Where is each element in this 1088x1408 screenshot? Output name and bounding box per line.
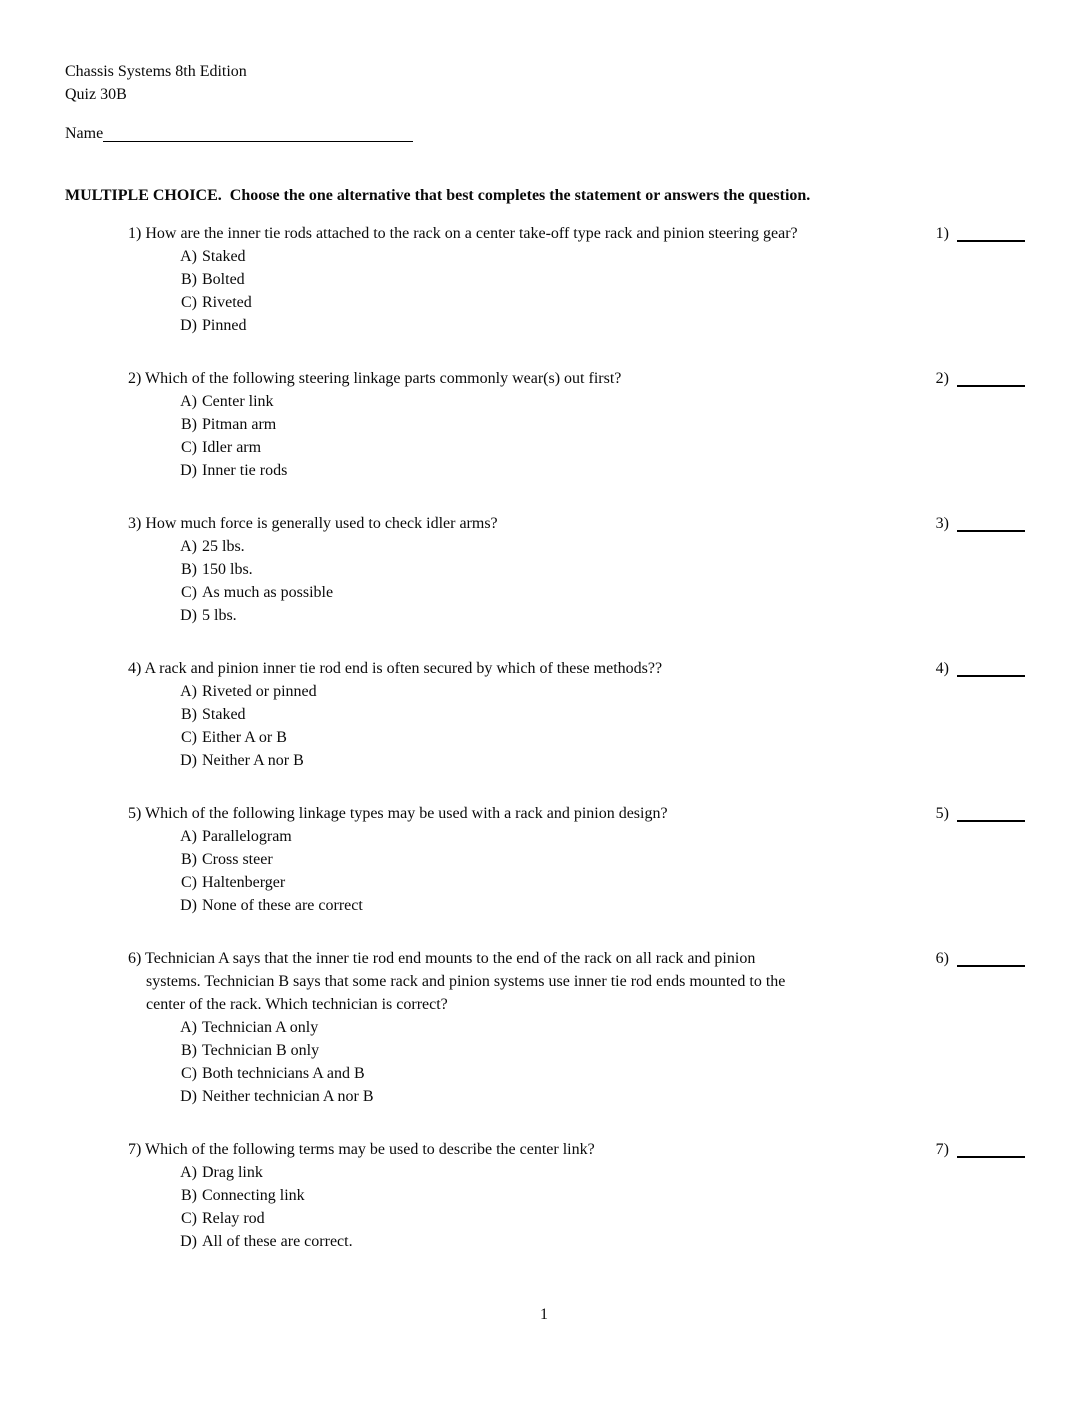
- option-a-text: 25 lbs.: [202, 538, 245, 555]
- option-d: [65, 894, 800, 917]
- option-a-text: Center link: [202, 393, 274, 410]
- option-a-text: Parallelogram: [202, 828, 292, 845]
- option-b: [65, 268, 800, 291]
- option-d-letter: D): [180, 1233, 197, 1250]
- option-c: [65, 1062, 800, 1085]
- question-row: [65, 367, 1025, 482]
- question-text: [65, 222, 800, 245]
- option-b-letter: B): [181, 416, 197, 433]
- option-a: [65, 1016, 800, 1039]
- question-text: [65, 802, 800, 825]
- option-c-text: Haltenberger: [202, 874, 286, 891]
- option-b-letter: B): [181, 561, 197, 578]
- answer-blank: [936, 367, 1025, 390]
- option-a-letter: A): [180, 683, 197, 700]
- option-d-letter: D): [180, 1088, 197, 1105]
- question-text: [65, 947, 800, 1016]
- option-c-text: Either A or B: [202, 729, 287, 746]
- answer-blank-line: [957, 1156, 1025, 1158]
- page-number: 1: [540, 1306, 548, 1323]
- option-c-text: Relay rod: [202, 1210, 265, 1227]
- document-header: [65, 60, 1025, 106]
- option-b-letter: B): [181, 271, 197, 288]
- answer-blank: [936, 1138, 1025, 1161]
- question-row: [65, 1138, 1025, 1253]
- answer-blank: [936, 947, 1025, 970]
- answer-number: 3): [935, 515, 949, 532]
- option-d-letter: D): [180, 752, 197, 769]
- question-text: [65, 512, 800, 535]
- option-c-letter: C): [181, 1065, 197, 1082]
- question-body: [65, 512, 800, 627]
- answer-blank-line: [957, 385, 1025, 387]
- option-d-text: 5 lbs.: [202, 607, 237, 624]
- question-options: [65, 825, 800, 917]
- option-b-text: Pitman arm: [202, 416, 277, 433]
- name-blank-line: [103, 141, 413, 142]
- option-d: [65, 604, 800, 627]
- option-c: [65, 581, 800, 604]
- question-body: [65, 367, 800, 482]
- question-number: 2): [128, 370, 142, 387]
- instructions-heading: MULTIPLE CHOICE. Choose the one alternative that best completes the statement or answers the question.: [65, 187, 811, 204]
- question-text: [65, 367, 800, 390]
- option-a-text: Technician A only: [202, 1019, 319, 1036]
- option-d: [65, 749, 800, 772]
- option-d-text: All of these are correct.: [202, 1233, 353, 1250]
- question-options: [65, 245, 800, 337]
- option-c-letter: C): [181, 1210, 197, 1227]
- option-d: [65, 1085, 800, 1108]
- question-body: [65, 802, 800, 917]
- document-title: Chassis Systems 8th Edition: [65, 63, 247, 80]
- answer-number: 1): [935, 225, 949, 242]
- question-options: [65, 535, 800, 627]
- option-a-letter: A): [180, 828, 197, 845]
- option-a-letter: A): [180, 1019, 197, 1036]
- question-text-content: A rack and pinion inner tie rod end is often secured by which of these methods??: [144, 660, 663, 677]
- option-b-text: Connecting link: [202, 1187, 305, 1204]
- question-text-content: Technician A says that the inner tie rod end mounts to the end of the rack on all rack and pinion systems. Technician B says that some rack and pinion systems use inner tie rod ends mounted to the center of the rack. Which technician is correct?: [145, 950, 786, 1013]
- option-c-letter: C): [181, 294, 197, 311]
- option-c-text: As much as possible: [202, 584, 334, 601]
- option-a-letter: A): [180, 538, 197, 555]
- option-a: [65, 390, 800, 413]
- answer-number: 7): [935, 1141, 949, 1158]
- question-options: [65, 1161, 800, 1253]
- option-b: [65, 413, 800, 436]
- option-b-letter: B): [181, 706, 197, 723]
- question-text-content: How much force is generally used to check idler arms?: [145, 515, 498, 532]
- option-c: [65, 726, 800, 749]
- name-row: [65, 122, 1025, 145]
- question-number: 6): [128, 950, 142, 967]
- question-number: 4): [128, 660, 142, 677]
- option-b-text: Staked: [202, 706, 246, 723]
- question-row: [65, 222, 1025, 337]
- option-b: [65, 1184, 800, 1207]
- option-b-letter: B): [181, 1187, 197, 1204]
- option-a-letter: A): [180, 393, 197, 410]
- answer-blank-line: [957, 530, 1025, 532]
- option-a-text: Riveted or pinned: [202, 683, 317, 700]
- option-d-letter: D): [180, 607, 197, 624]
- option-c-letter: C): [181, 439, 197, 456]
- answer-number: 6): [935, 950, 949, 967]
- question-body: [65, 657, 800, 772]
- answer-number: 5): [935, 805, 949, 822]
- option-d-text: Pinned: [202, 317, 247, 334]
- answer-number: 4): [935, 660, 949, 677]
- answer-blank: [936, 222, 1025, 245]
- answer-blank-line: [957, 965, 1025, 967]
- question-text: [65, 1138, 800, 1161]
- option-b: [65, 558, 800, 581]
- question-row: [65, 657, 1025, 772]
- option-d-text: Inner tie rods: [202, 462, 288, 479]
- option-b-text: Cross steer: [202, 851, 273, 868]
- question-body: [65, 947, 800, 1108]
- answer-blank: [936, 512, 1025, 535]
- question-number: 5): [128, 805, 142, 822]
- answer-number: 2): [935, 370, 949, 387]
- answer-blank-line: [957, 820, 1025, 822]
- document-subtitle: Quiz 30B: [65, 86, 127, 103]
- option-a: [65, 680, 800, 703]
- option-a-letter: A): [180, 1164, 197, 1181]
- question-number: 1): [128, 225, 142, 242]
- option-d: [65, 314, 800, 337]
- question-body: [65, 1138, 800, 1253]
- option-b-letter: B): [181, 1042, 197, 1059]
- page-footer: [0, 1303, 1088, 1326]
- question-text-content: Which of the following terms may be used to describe the center link?: [145, 1141, 595, 1158]
- option-d: [65, 459, 800, 482]
- question-list: [65, 222, 1025, 1253]
- question-number: 3): [128, 515, 142, 532]
- question-number: 7): [128, 1141, 142, 1158]
- option-c-letter: C): [181, 584, 197, 601]
- option-d-text: None of these are correct: [202, 897, 363, 914]
- question-text: [65, 657, 800, 680]
- name-label: Name: [65, 125, 104, 142]
- option-b-letter: B): [181, 851, 197, 868]
- question-options: [65, 1016, 800, 1108]
- answer-blank: [936, 657, 1025, 680]
- option-a: [65, 1161, 800, 1184]
- option-c: [65, 436, 800, 459]
- option-c-letter: C): [181, 874, 197, 891]
- option-b: [65, 848, 800, 871]
- question-text-content: Which of the following linkage types may be used with a rack and pinion design?: [145, 805, 668, 822]
- option-b-text: Technician B only: [202, 1042, 320, 1059]
- option-c: [65, 291, 800, 314]
- question-row: [65, 802, 1025, 917]
- option-a: [65, 535, 800, 558]
- question-text-content: Which of the following steering linkage parts commonly wear(s) out first?: [145, 370, 622, 387]
- option-d-text: Neither technician A nor B: [202, 1088, 374, 1105]
- option-d-letter: D): [180, 897, 197, 914]
- option-d-letter: D): [180, 462, 197, 479]
- option-d: [65, 1230, 800, 1253]
- option-a-text: Staked: [202, 248, 246, 265]
- answer-blank-line: [957, 240, 1025, 242]
- option-c: [65, 871, 800, 894]
- option-b-text: 150 lbs.: [202, 561, 253, 578]
- answer-blank: [936, 802, 1025, 825]
- option-c-text: Both technicians A and B: [202, 1065, 365, 1082]
- option-b: [65, 1039, 800, 1062]
- question-row: [65, 512, 1025, 627]
- question-body: [65, 222, 800, 337]
- question-text-content: How are the inner tie rods attached to the rack on a center take-off type rack and pinion steering gear?: [145, 225, 798, 242]
- option-a: [65, 825, 800, 848]
- option-d-letter: D): [180, 317, 197, 334]
- option-a: [65, 245, 800, 268]
- option-a-text: Drag link: [202, 1164, 263, 1181]
- answer-blank-line: [957, 675, 1025, 677]
- question-options: [65, 680, 800, 772]
- option-c-letter: C): [181, 729, 197, 746]
- option-c-text: Riveted: [202, 294, 252, 311]
- option-d-text: Neither A nor B: [202, 752, 304, 769]
- option-b-text: Bolted: [202, 271, 245, 288]
- option-c-text: Idler arm: [202, 439, 262, 456]
- option-a-letter: A): [180, 248, 197, 265]
- question-row: [65, 947, 1025, 1108]
- option-b: [65, 703, 800, 726]
- option-c: [65, 1207, 800, 1230]
- question-options: [65, 390, 800, 482]
